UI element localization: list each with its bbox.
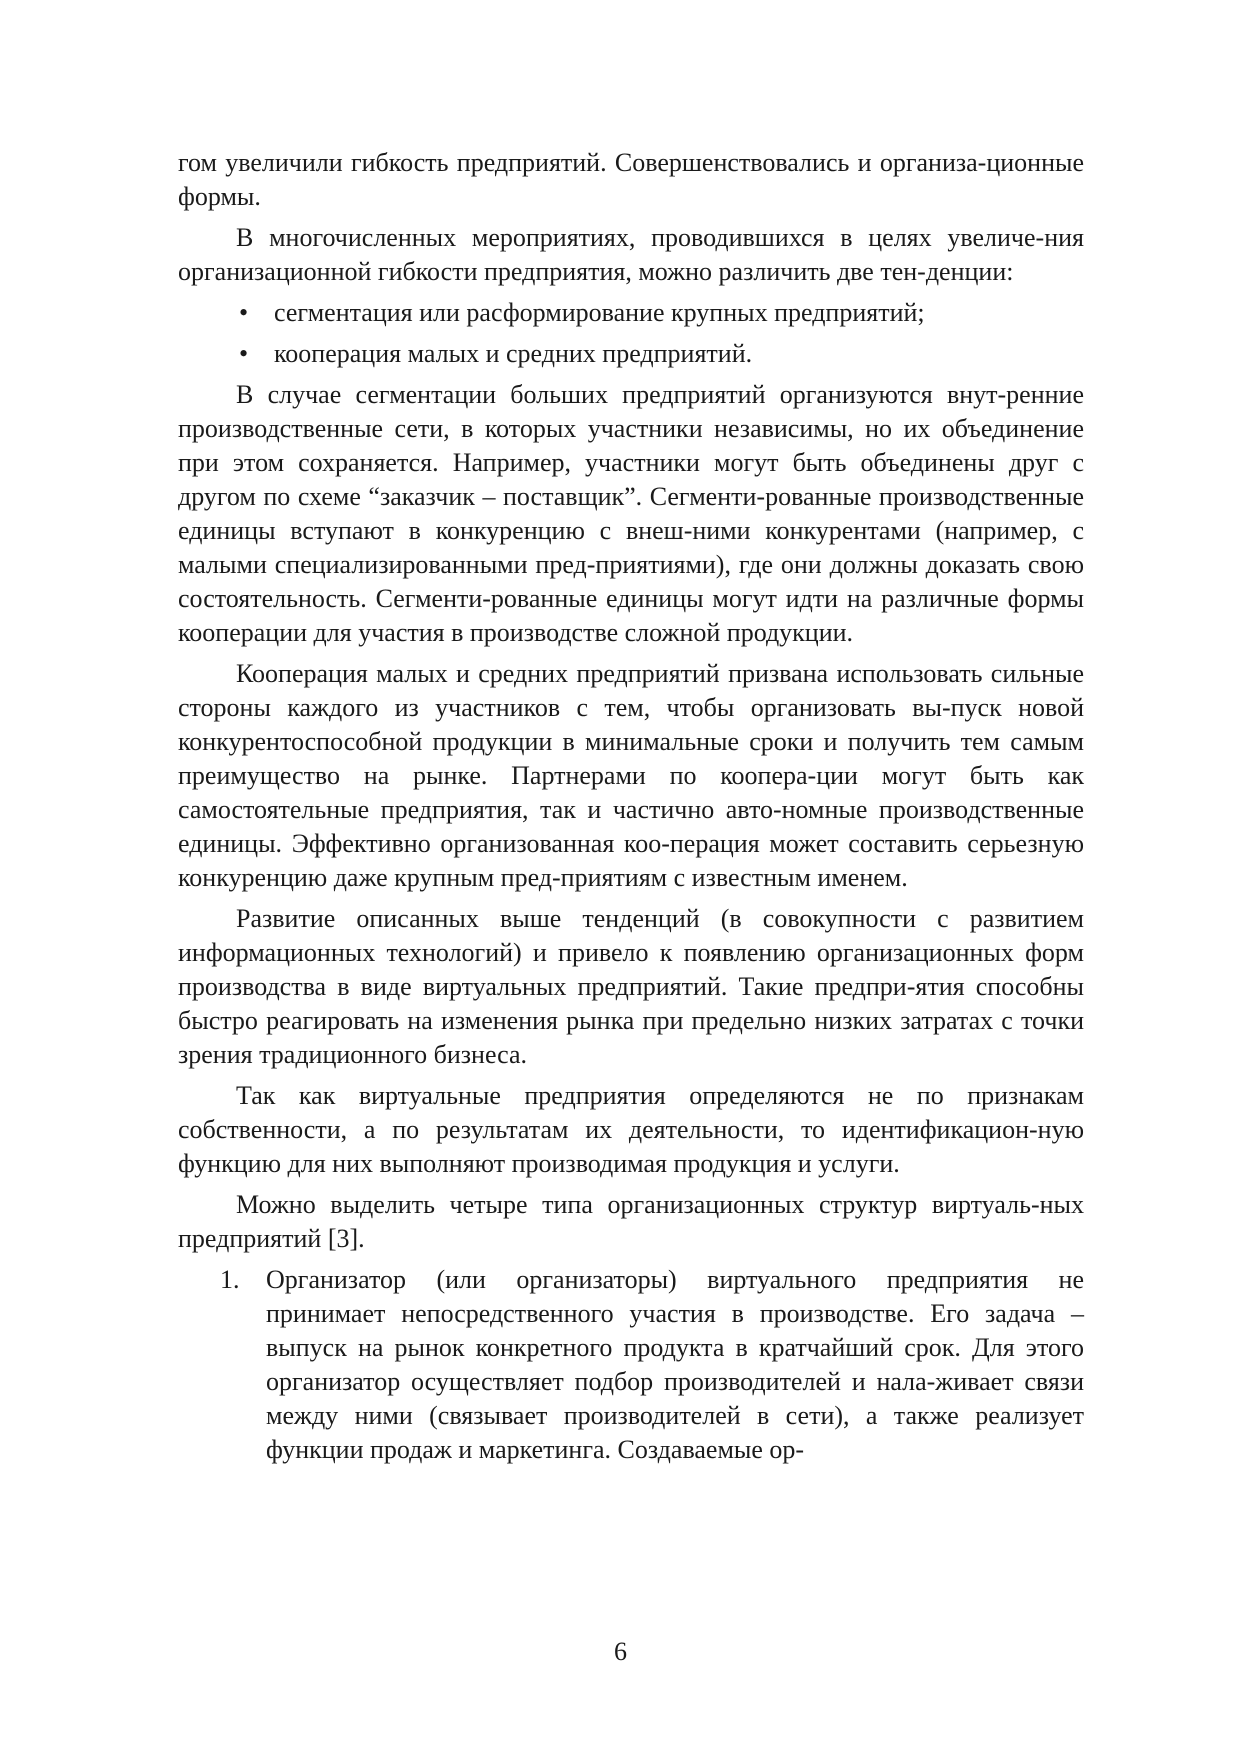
bullet-icon: •	[239, 298, 249, 327]
paragraph-structure-types: Можно выделить четыре типа организационных структур виртуаль-ных предприятий [3].	[178, 1190, 1084, 1253]
page-body	[178, 146, 1084, 1467]
paragraph-continuation: гом увеличили гибкость предприятий. Совершенствовались и организа-ционные формы.	[178, 148, 1084, 211]
numbered-list	[178, 1263, 1084, 1467]
bullet-item	[178, 337, 1084, 371]
paragraph-cooperation: Кооперация малых и средних предприятий призвана использовать сильные стороны каждого из участников с тем, чтобы организовать вы-пуск новой конкурентоспособной продукции в минимальные сроки и получить тем самым преимущество на рынке. Партнерами по коопера-ции могут быть как самостоятельные предприятия, так и частично авто-номные производственные единицы. Эффективно организованная коо-перация может составить серьезную конкуренцию даже крупным пред-приятиям с известным именем.	[178, 659, 1084, 892]
bullet-list	[178, 296, 1084, 371]
numbered-text: Организатор (или организаторы) виртуального предприятия не принимает непосредственного участия в производстве. Его задача – выпуск на рынок конкретного продукта в кратчайший срок. Для этого организатор осуществляет подбор производителей и нала-живает связи между ними (связывает производителей в сети), а также реализует функции продаж и маркетинга. Создаваемые ор-	[266, 1265, 1084, 1464]
numbered-item	[178, 1263, 1084, 1467]
bullet-item	[178, 296, 1084, 330]
paragraph-tendencies-intro: В многочисленных мероприятиях, проводившихся в целях увеличе-ния организационной гибкости предприятия, можно различить две тен-денции:	[178, 223, 1084, 286]
bullet-text: кооперация малых и средних предприятий.	[274, 339, 753, 368]
paragraph-segmentation: В случае сегментации больших предприятий организуются внут-ренние производственные сети, в которых участники независимы, но их объединение при этом сохраняется. Например, участники могут быть объединены друг с другом по схеме “заказчик – поставщик”. Сегменти-рованные производственные единицы вступают в конкуренцию с внеш-ними конкурентами (например, с малыми специализированными пред-приятиями), где они должны доказать свою состоятельность. Сегменти-рованные единицы могут идти на различные формы кооперации для участия в производстве сложной продукции.	[178, 380, 1084, 647]
numbered-marker: 1.	[220, 1265, 240, 1294]
page-number: 6	[614, 1637, 627, 1666]
bullet-icon: •	[239, 339, 249, 368]
paragraph-virtual-enterprises: Развитие описанных выше тенденций (в совокупности с развитием информационных технологий) и привело к появлению организационных форм производства в виде виртуальных предприятий. Такие предпри-ятия способны быстро реагировать на изменения рынка при предельно низких затратах с точки зрения традиционного бизнеса.	[178, 904, 1084, 1069]
paragraph-identification: Так как виртуальные предприятия определяются не по признакам собственности, а по результатам их деятельности, то идентификацион-ную функцию для них выполняют производимая продукция и услуги.	[178, 1081, 1084, 1178]
bullet-text: сегментация или расформирование крупных предприятий;	[274, 298, 925, 327]
